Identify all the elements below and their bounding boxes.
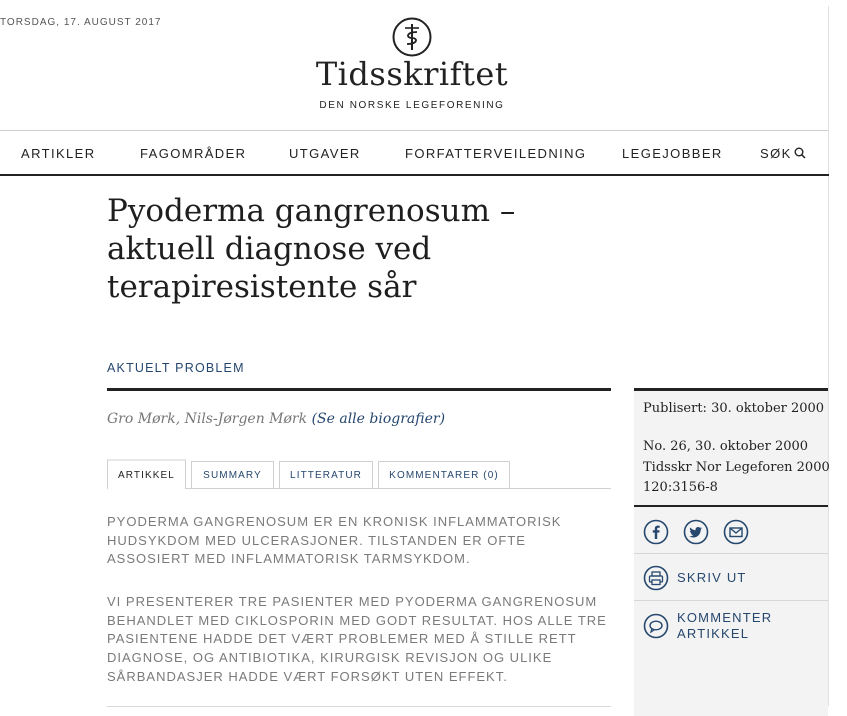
search-button[interactable] (760, 146, 806, 161)
nav-item-utgaver[interactable]: UTGAVER (289, 146, 361, 161)
issue-info (643, 437, 830, 499)
print-button[interactable] (643, 565, 747, 591)
abstract-paragraph: VI PRESENTERER TRE PASIENTER MED PYODERMA GANGRENOSUM BEHANDLET MED CIKLOSPORIN MED GODT RESULTAT. HOS ALLE TRE PASIENTENE HADDE DET VÆRT PROBLEMER MED Å STILLE RETT DIAGNOSE, OG ANTIBIOTIKA, KIRURGISK REVISJON OG ULIKE SÅRBANDASJER HADDE VÆRT FORSØKT UTEN EFFEKT. (107, 594, 607, 684)
search-label: SØK (760, 146, 792, 161)
aesculapius-logo-icon[interactable] (392, 17, 432, 57)
article-title-line: Pyoderma gangrenosum – (107, 193, 516, 229)
article-title-line: aktuell diagnose ved (107, 231, 432, 267)
published-date: Publisert: 30. oktober 2000 (643, 401, 825, 416)
tab-summary[interactable]: SUMMARY (191, 461, 274, 488)
comment-article-button[interactable] (643, 610, 772, 642)
search-icon (794, 147, 806, 159)
twitter-share-icon[interactable] (683, 519, 709, 545)
main-navigation (0, 131, 829, 175)
nav-item-artikler[interactable]: ARTIKLER (21, 146, 96, 161)
issue-line: Tidsskr Nor Legeforen 2000 (643, 459, 830, 475)
printer-icon (643, 565, 669, 591)
author-names: Gro Mørk, Nils-Jørgen Mørk (107, 411, 308, 427)
abstract-paragraph: PYODERMA GANGRENOSUM ER EN KRONISK INFLAMMATORISK HUDSYKDOM MED ULCERASJONER. TILSTANDEN ER OFTE ASSOSIERT MED INFLAMMATORISK TARMSYKDOM. (107, 514, 562, 567)
issue-line: No. 26, 30. oktober 2000 (643, 439, 809, 454)
article-title (107, 192, 627, 306)
comment-label-line: ARTIKKEL (677, 626, 750, 641)
tab-litteratur[interactable]: LITTERATUR (279, 461, 373, 488)
print-label: SKRIV UT (677, 570, 747, 585)
page-edge (828, 6, 829, 706)
sidebar-top-rule (634, 388, 828, 391)
logo-subtitle: DEN NORSKE LEGEFORENING (319, 100, 505, 111)
comment-article-label (677, 610, 772, 642)
current-date: TORSDAG, 17. AUGUST 2017 (0, 17, 162, 28)
nav-item-legejobber[interactable]: LEGEJOBBER (622, 146, 723, 161)
nav-item-fagomrader[interactable]: FAGOMRÅDER (140, 146, 247, 161)
sidebar-divider (634, 505, 828, 507)
see-all-biographies-link[interactable]: (Se alle biografier) (311, 411, 446, 427)
nav-item-forfatterveiledning[interactable]: FORFATTERVEILEDNING (405, 146, 587, 161)
issue-line: 120:3156-8 (643, 480, 718, 495)
email-share-icon[interactable] (723, 519, 749, 545)
article-tabs (107, 461, 611, 489)
comment-label-line: KOMMENTER (677, 610, 773, 625)
comment-bubble-icon (643, 613, 669, 639)
abstract-divider (107, 706, 611, 707)
tab-kommentarer[interactable]: KOMMENTARER (0) (378, 461, 510, 488)
tab-artikkel[interactable]: ARTIKKEL (107, 459, 186, 489)
content-divider (107, 388, 611, 391)
article-section-label[interactable]: AKTUELT PROBLEM (107, 361, 245, 375)
nav-divider (0, 174, 829, 176)
article-authors (107, 411, 445, 427)
sidebar-divider (634, 553, 828, 554)
sidebar-divider (634, 600, 828, 601)
article-title-line: terapiresistente sår (107, 269, 417, 305)
facebook-share-icon[interactable] (643, 519, 669, 545)
logo-title[interactable]: Tidsskriftet (315, 55, 509, 93)
